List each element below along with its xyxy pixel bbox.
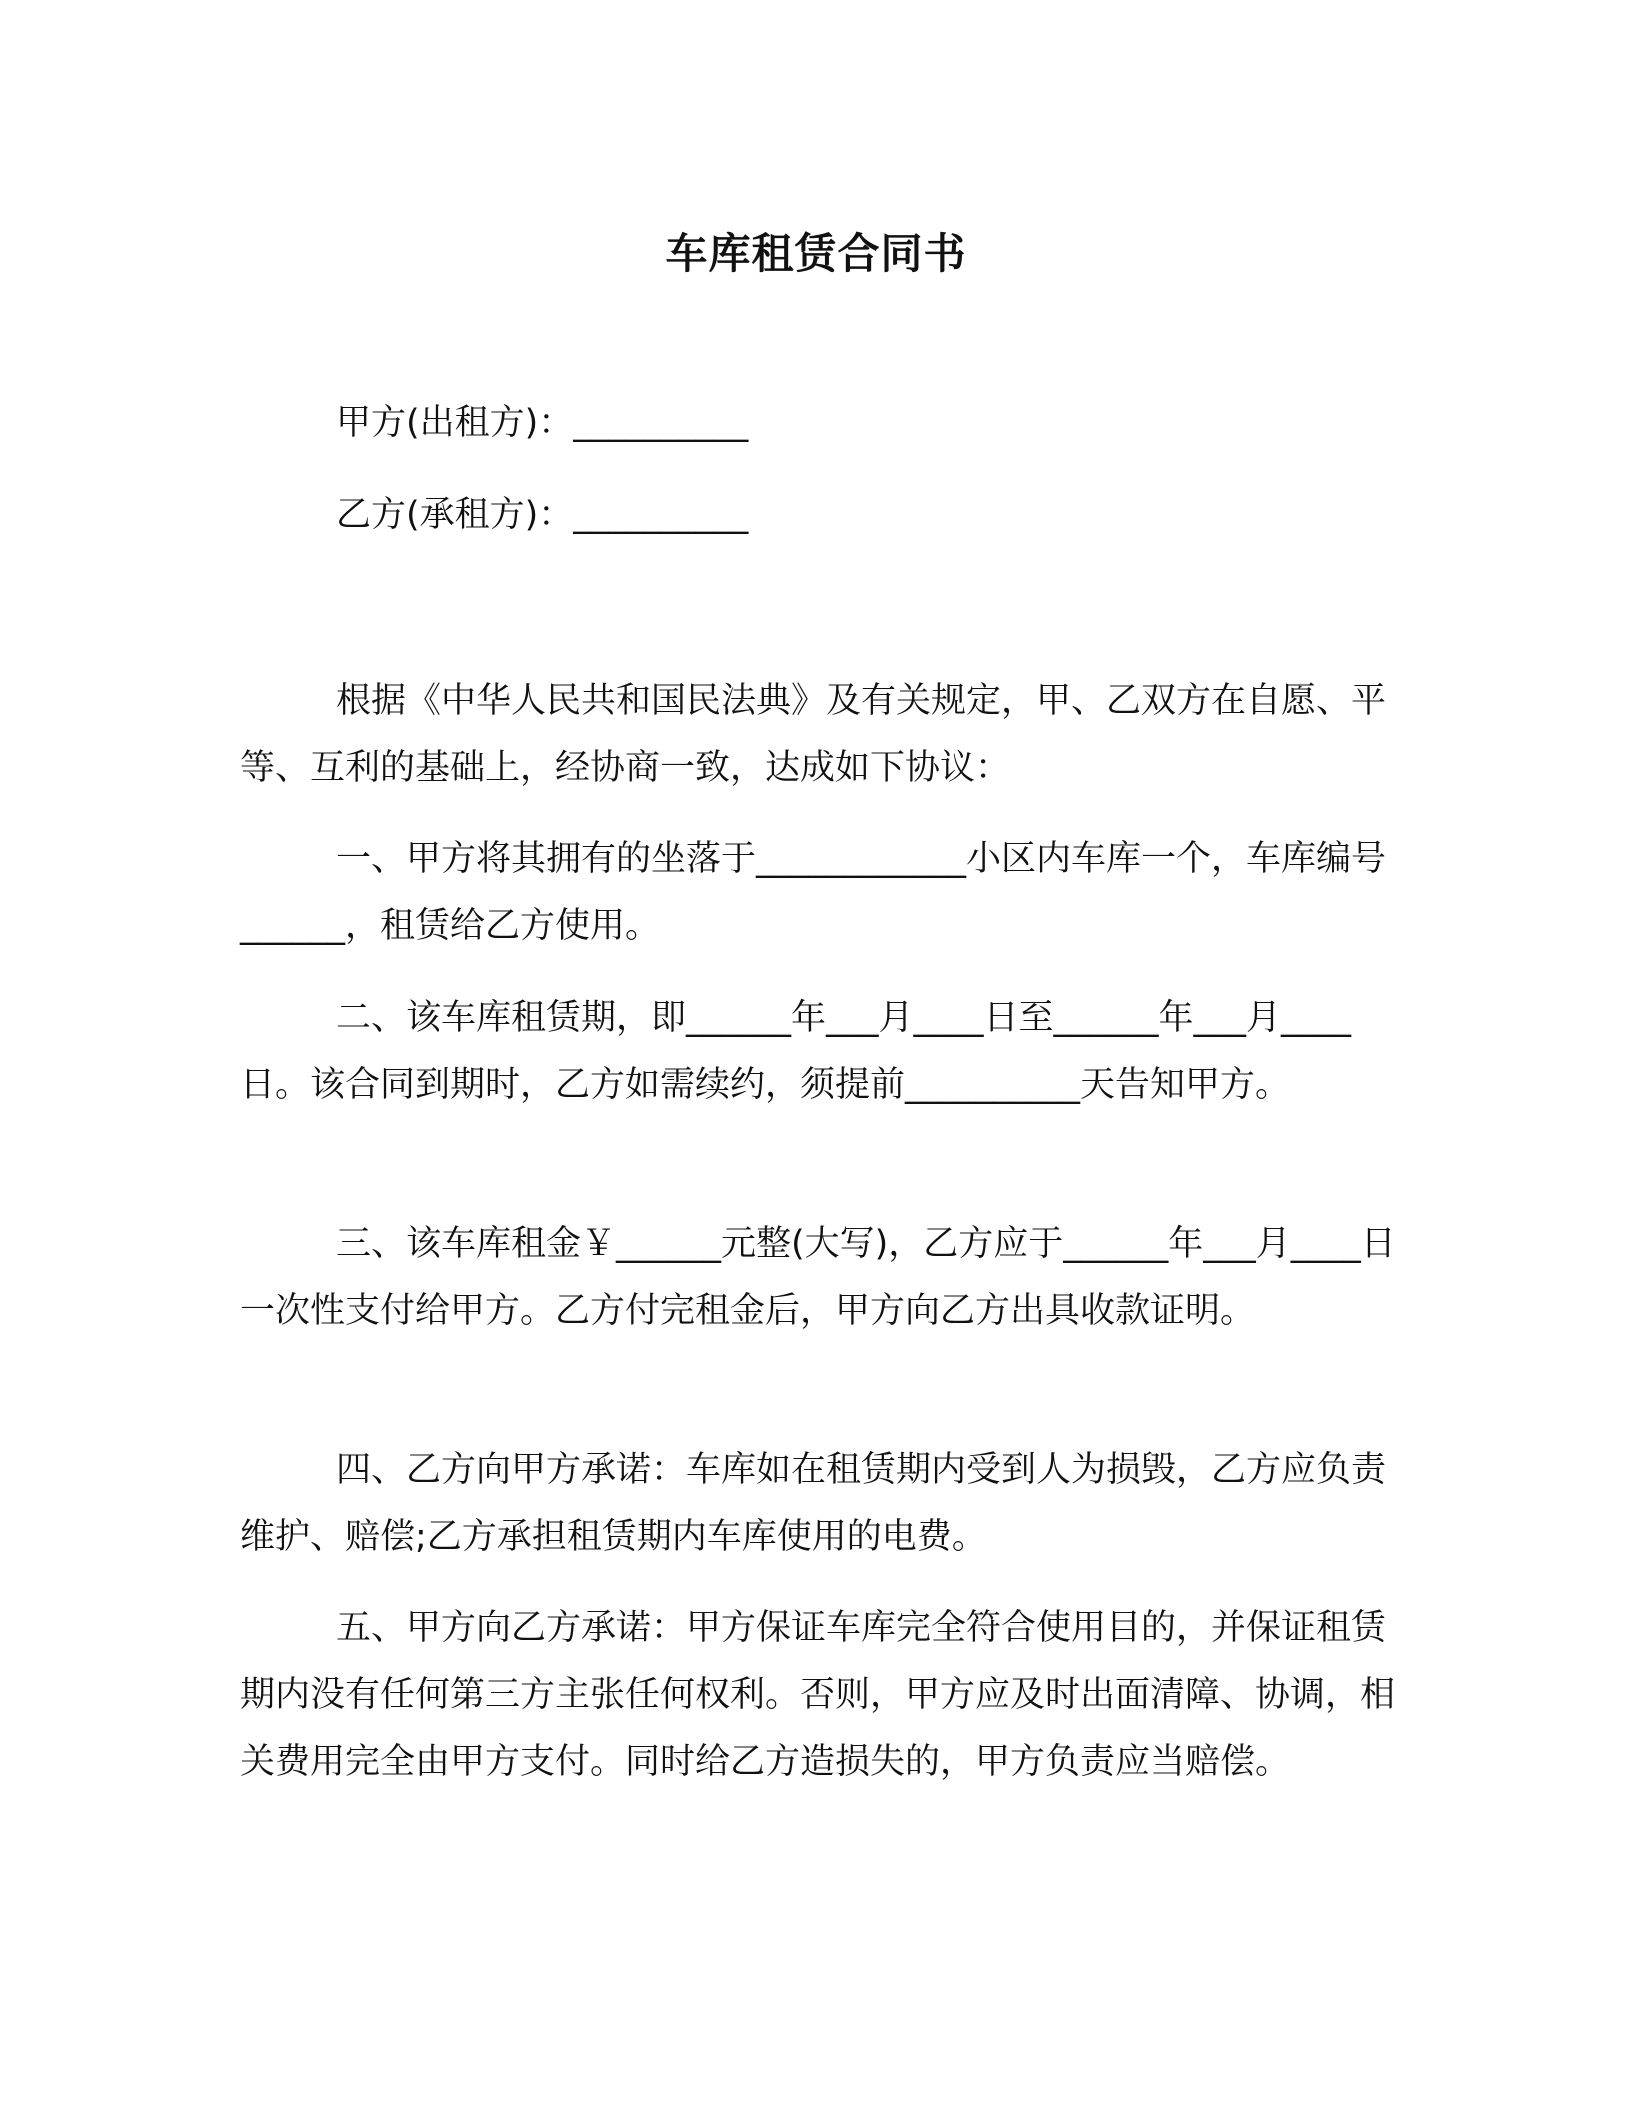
clause-4-paragraph: 四、乙方向甲方承诺：车库如在租赁期内受到人为损毁，乙方应负责维护、赔偿;乙方承担租赁期内车库使用的电费。 [240, 1450, 1387, 1557]
clause-3-paragraph: 三、该车库租金￥______元整(大写)，乙方应于______年___月____日一次性支付给甲方。乙方付完租金后，甲方向乙方出具收款证明。 [240, 1224, 1396, 1331]
clause-5-paragraph: 五、甲方向乙方承诺：甲方保证车库完全符合使用目的，并保证租赁期内没有任何第三方主张任何权利。否则，甲方应及时出面清障、协调，相关费用完全由甲方支付。同时给乙方造损失的，甲方负责应当赔偿。 [240, 1608, 1396, 1782]
party-b-line: 乙方(承租方)：__________ [336, 495, 749, 535]
document-title: 车库租赁合同书 [665, 229, 967, 278]
clause-2-paragraph: 二、该车库租赁期，即______年___月____日至______年___月____日。该合同到期时，乙方如需续约，须提前__________天告知甲方。 [240, 998, 1352, 1105]
party-a-line: 甲方(出租方)：__________ [336, 403, 749, 443]
preamble-paragraph: 根据《中华人民共和国民法典》及有关规定，甲、乙双方在自愿、平等、互利的基础上，经协商一致，达成如下协议： [240, 681, 1387, 788]
clause-1-paragraph: 一、甲方将其拥有的坐落于____________小区内车库一个，车库编号______，租赁给乙方使用。 [240, 839, 1387, 946]
